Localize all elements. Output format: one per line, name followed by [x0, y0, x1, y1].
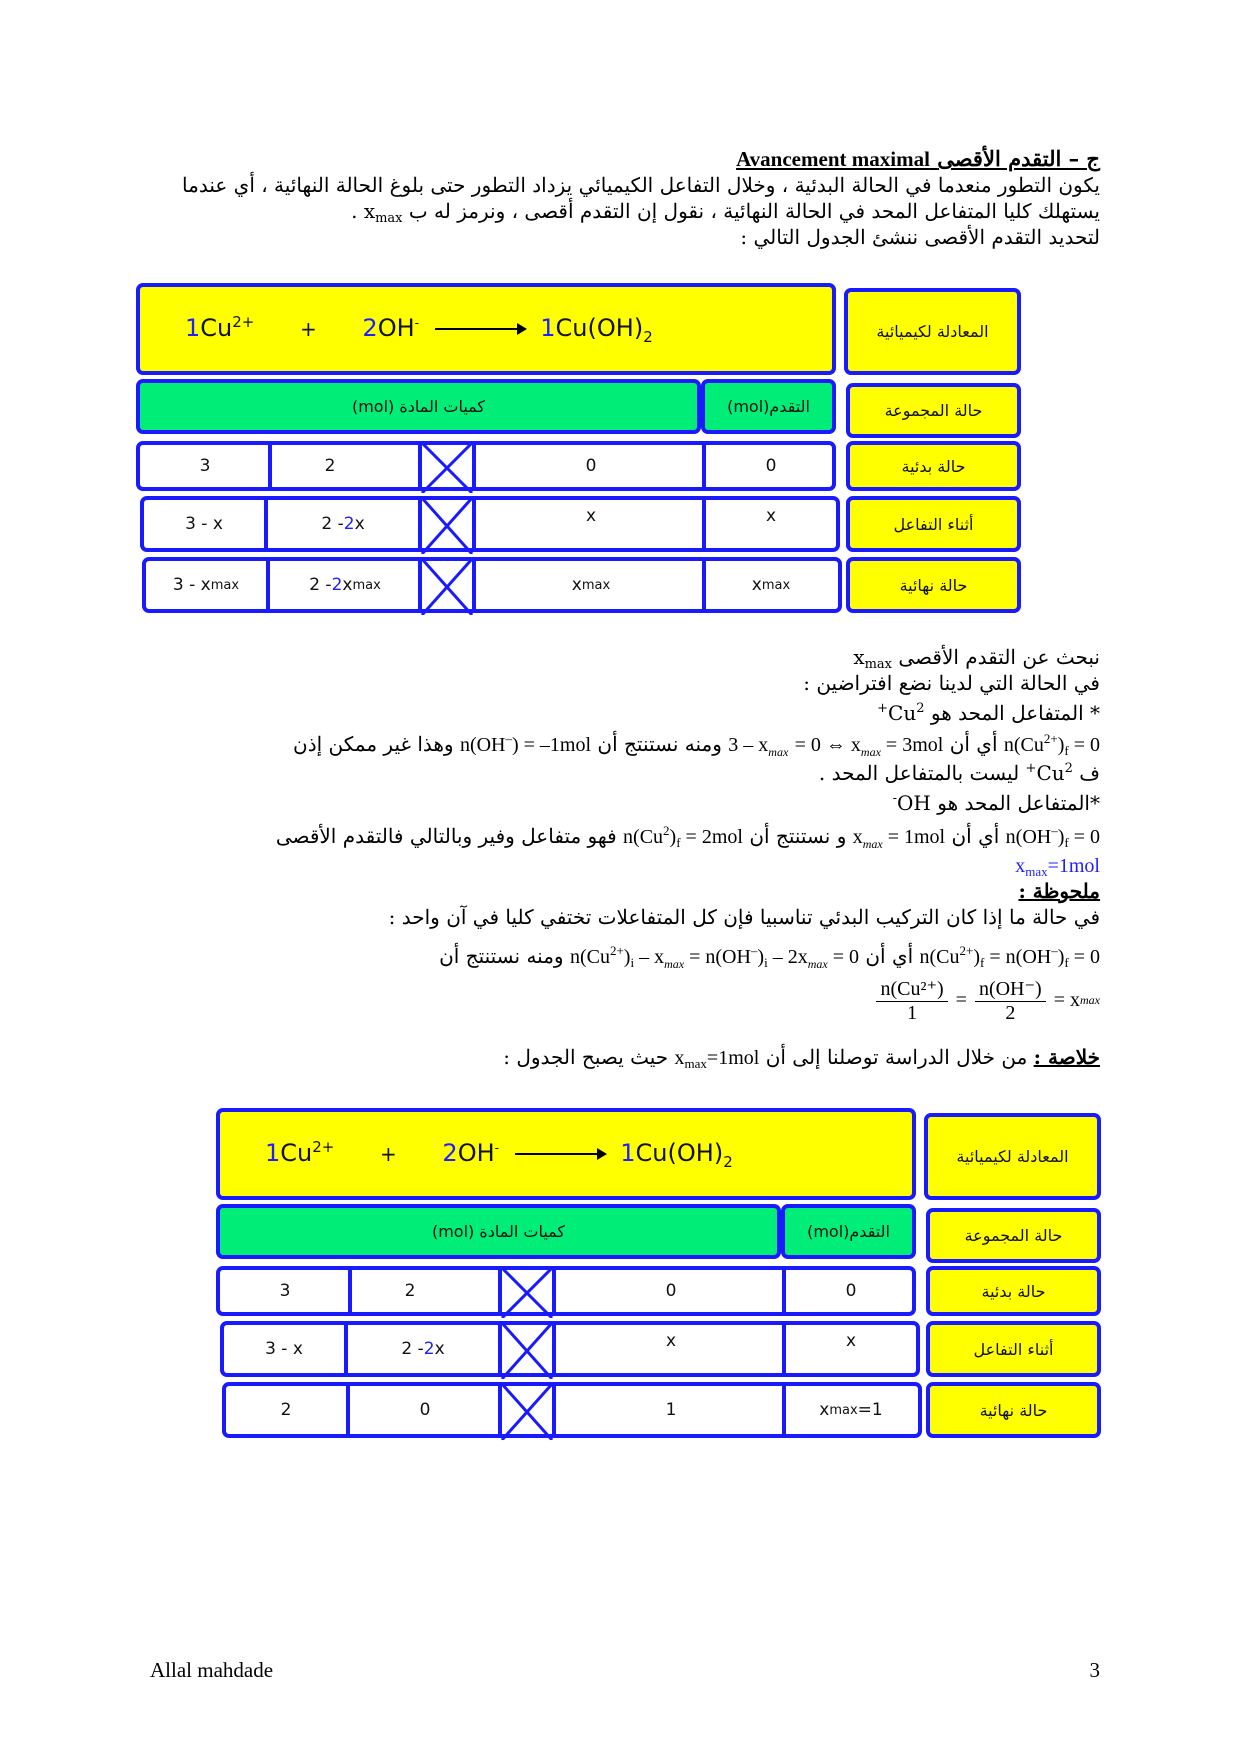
plus-sign: +: [300, 316, 317, 341]
cell-product: x: [665, 1331, 677, 1351]
header-equation-label: المعادلة لكيميائية: [844, 288, 1021, 375]
cell-cu: 3: [199, 456, 211, 476]
intro-line1: يكون التطور منعدما في الحالة البدئية ، وخلال التفاعل الكيميائي يزداد التطور حتى بلوغ الحالة النهائية ، أي عندما: [182, 173, 1100, 197]
cell-oh: 2 - 2 x max: [309, 575, 381, 595]
header-equation-label: المعادلة لكيميائية: [924, 1113, 1101, 1200]
header-advancement: التقدم(mol): [781, 1204, 916, 1259]
case2-title: *المتفاعل المحد هو OH-: [892, 791, 1100, 815]
search-text: نبحث عن التقدم الأقصى: [898, 645, 1100, 669]
heading-arabic: ج – التقدم الأقصى: [937, 146, 1100, 171]
cell-cu: 3: [279, 1281, 291, 1301]
equation-box: [216, 1108, 916, 1200]
note-fraction: $\frac{\text{n(Cu²⁺)}}{1}$ = $\frac{n(OH^-)}{2}$ = x max: [876, 976, 1100, 1025]
product-sub: 2: [723, 1152, 733, 1171]
intro-line2-text: يستهلك كليا المتفاعل المحد في الحالة النهائية ، نقول إن التقدم أقصى ، ونرمز له ب: [408, 199, 1100, 223]
charge-cu: 2+: [312, 1137, 335, 1156]
cell-cu: 2: [280, 1400, 292, 1420]
cross-out-icon: [420, 559, 474, 615]
case2-equation-line: $n(OH^-)_f = 0$ أي أن $x_{max} = 1mol$ و نستنتج أن $n(Cu^2)_f = 2mol$ فهو متفاعل وفير وبالتالي فالتقدم الأقصى: [275, 823, 1100, 851]
cell-oh: 2: [324, 456, 336, 476]
reactant-oh: OH: [377, 313, 415, 342]
note-title: ملحوظة :: [1018, 879, 1100, 903]
row-label-during: أثناء التفاعل: [926, 1321, 1101, 1377]
cell-product: 0: [585, 456, 597, 476]
reactant-cu: Cu: [280, 1138, 313, 1167]
cell-adv: 0: [765, 456, 777, 476]
row-label-final: حالة نهائية: [846, 557, 1021, 613]
cell-oh: 2 - 2 x: [401, 1339, 445, 1359]
chemical-equation: [265, 1138, 733, 1171]
cell-cu: 3 - x: [185, 514, 223, 534]
reactant-oh: OH: [457, 1138, 495, 1167]
advancement-table-2: [216, 1108, 1101, 1448]
coef-product: 1: [620, 1138, 636, 1167]
chemical-equation: [185, 313, 653, 346]
cell-adv: x: [845, 1331, 857, 1351]
cross-out-icon: [500, 1384, 554, 1440]
intro-symbol-sub: max: [375, 211, 403, 226]
coef-oh: 2: [362, 313, 378, 342]
header-quantities: كميات المادة (mol): [136, 379, 701, 434]
heading-latin: Avancement maximal: [736, 147, 930, 171]
hypotheses-line: في الحالة التي لدينا نضع افتراضين :: [803, 671, 1100, 695]
header-state: حالة المجموعة: [926, 1208, 1101, 1263]
table-row-final: [142, 557, 842, 613]
cross-out-icon: [500, 1268, 554, 1318]
cell-cu: 3 - x max: [172, 575, 240, 595]
summary-line: خلاصة : من خلال الدراسة توصلنا إلى أن $x_{max}=1mol$ حيث يصبح الجدول :: [503, 1045, 1100, 1071]
intro-line2: يستهلك كليا المتفاعل المحد في الحالة النهائية ، نقول إن التقدم أقصى ، ونرمز له ب $x_{max}$ .: [351, 199, 1100, 226]
cell-product: x max: [571, 575, 611, 595]
header-state: حالة المجموعة: [846, 383, 1021, 438]
cross-out-icon: [420, 443, 474, 493]
page-number: 3: [1089, 1658, 1100, 1682]
coef-product: 1: [540, 313, 556, 342]
table-row-during: [140, 496, 840, 552]
cell-adv: x: [765, 506, 777, 526]
cell-adv: 0: [845, 1281, 857, 1301]
intro-symbol: x: [363, 199, 376, 223]
table-row-during: [220, 1321, 920, 1377]
footer-author: Allal mahdade: [150, 1658, 274, 1682]
note-line1: في حالة ما إذا كان التركيب البدئي تناسبيا فإن كل المتفاعلات تختفي كليا في آن واحد :: [388, 905, 1100, 929]
intro-line3: لتحديد التقدم الأقصى ننشئ الجدول التالي :: [740, 225, 1100, 249]
cell-cu: 3 - x: [265, 1339, 303, 1359]
note-equation-line: $n(Cu^{2+})_f = n(OH^-)_f = 0$ أي أن $n(Cu^{2+})_i - x_{max} = n(OH^-)_i - 2x_{max} = 0$ ومنه نستنتج أن: [439, 943, 1100, 971]
product: Cu(OH): [555, 313, 644, 342]
charge-cu: 2+: [232, 312, 255, 331]
cross-out-icon: [420, 498, 474, 554]
row-label-during: أثناء التفاعل: [846, 496, 1021, 552]
cell-adv: x max: [751, 575, 791, 595]
case1-equation-line: $n(Cu^{2+})_f = 0$ أي أن = 0 ⇔ $x_{max} = 3mol$ $3 - x_{max}$ ومنه نستنتج أن n(OH–) = –1mol وهذا غير ممكن إذن: [293, 731, 1100, 759]
product-sub: 2: [643, 327, 653, 346]
cell-product: x: [585, 506, 597, 526]
section-heading: [140, 146, 1100, 172]
coef-cu: 1: [185, 313, 201, 342]
cell-oh: 0: [419, 1400, 431, 1420]
header-advancement: التقدم(mol): [701, 379, 836, 434]
plus-sign: +: [380, 1141, 397, 1166]
cell-product: 1: [665, 1400, 677, 1420]
row-label-final: حالة نهائية: [926, 1382, 1101, 1438]
row-label-initial: حالة بدئية: [846, 441, 1021, 491]
coef-oh: 2: [442, 1138, 458, 1167]
coef-cu: 1: [265, 1138, 281, 1167]
header-quantities: كميات المادة (mol): [216, 1204, 781, 1259]
search-sub: max: [864, 657, 893, 672]
row-label-initial: حالة بدئية: [926, 1266, 1101, 1316]
cell-adv: x max =1: [819, 1400, 883, 1420]
table-row-initial: [216, 1266, 916, 1316]
case1-title: * المتفاعل المحد هو $Cu^{2+}$: [877, 701, 1100, 725]
charge-oh: -: [414, 315, 419, 330]
search-sym: x: [853, 645, 865, 669]
cell-product: 0: [665, 1281, 677, 1301]
cross-out-icon: [500, 1323, 554, 1379]
reaction-arrow-icon: [515, 1153, 605, 1155]
equation-box: [136, 283, 836, 375]
charge-oh: -: [494, 1140, 499, 1155]
product: Cu(OH): [635, 1138, 724, 1167]
reaction-arrow-icon: [435, 328, 525, 330]
advancement-table-1: [136, 283, 1021, 623]
cell-oh: 2 - 2 x: [321, 514, 365, 534]
case2-result: $x_{max}=1mol$: [1015, 855, 1100, 879]
reactant-cu: Cu: [200, 313, 233, 342]
table-row-initial: [136, 441, 836, 491]
table-row-final: [222, 1382, 922, 1438]
cell-oh: 2: [404, 1281, 416, 1301]
case1-conclusion: ف $Cu^{2+}$ ليست بالمتفاعل المحد .: [818, 761, 1100, 785]
